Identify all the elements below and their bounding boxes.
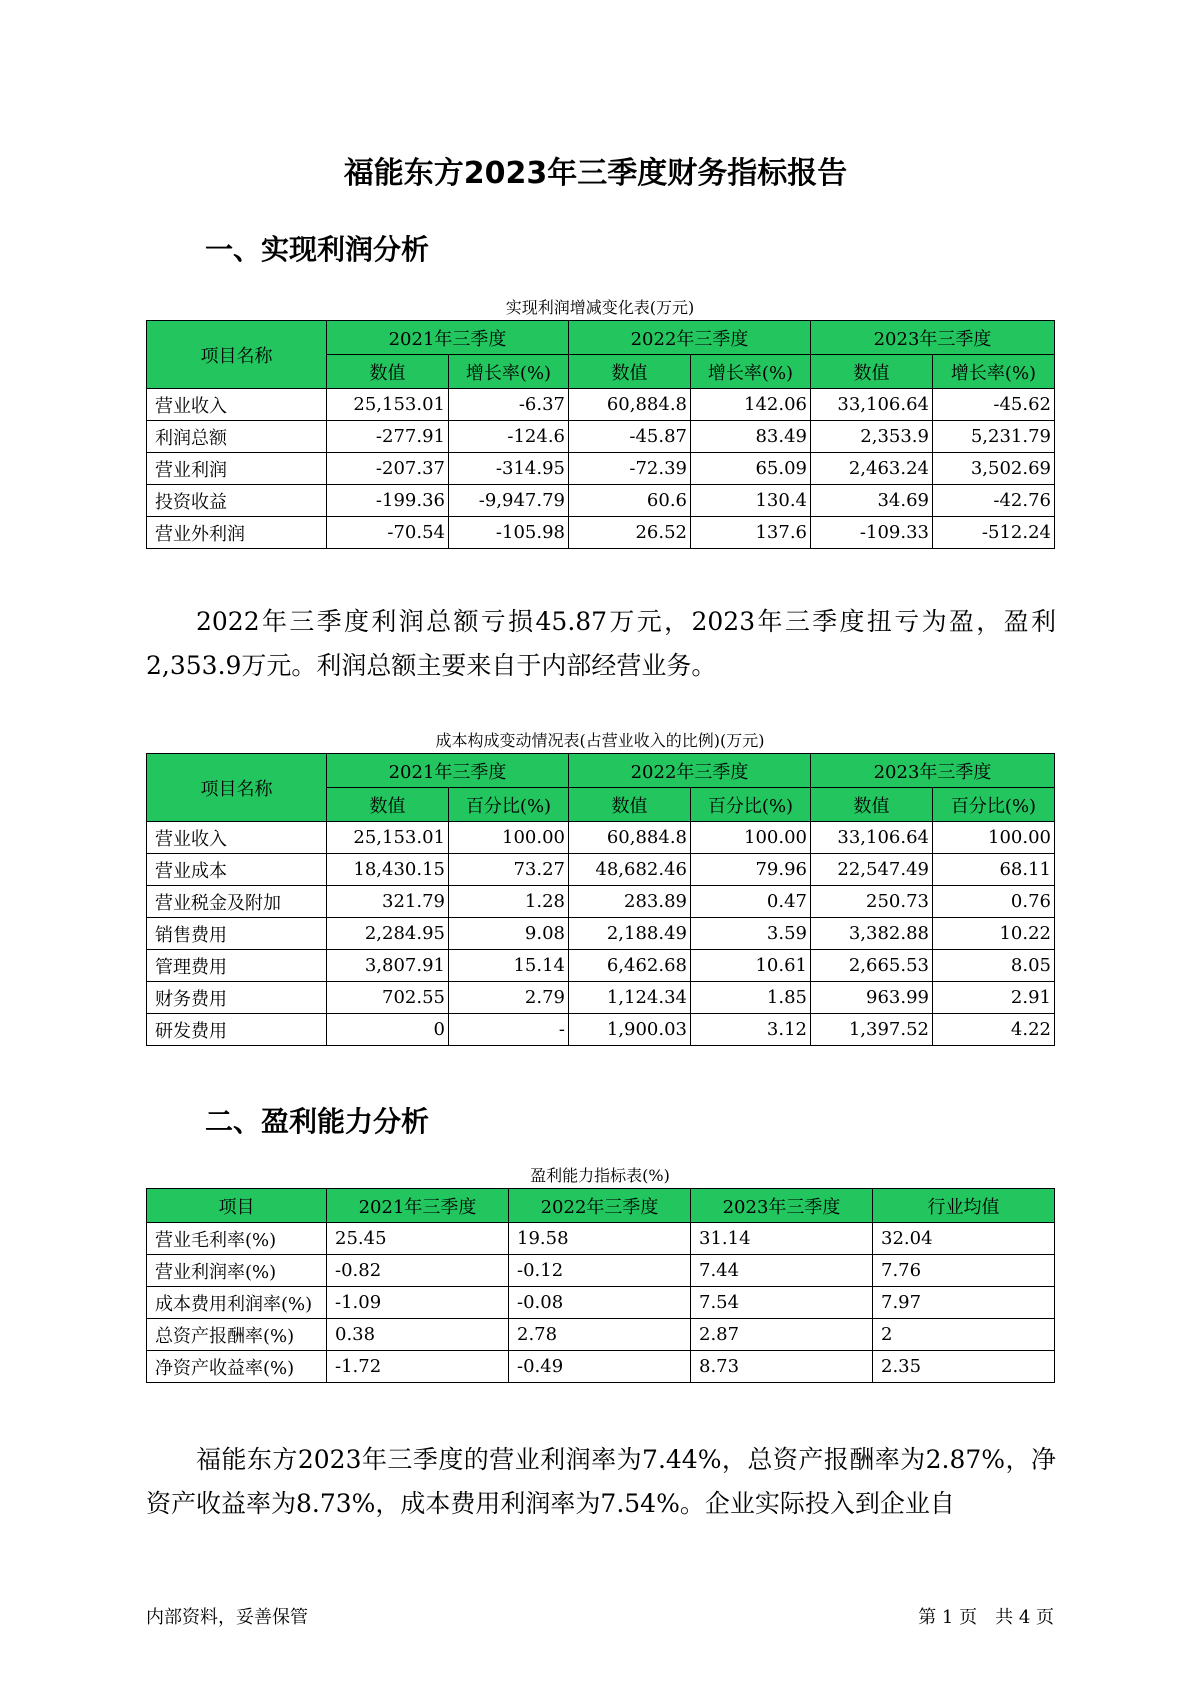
table-header-cell: 2022年三季度 bbox=[509, 1189, 691, 1223]
table-cell: -45.62 bbox=[933, 389, 1055, 421]
table-cell: 9.08 bbox=[449, 918, 569, 950]
table-cell: 2.35 bbox=[873, 1351, 1055, 1383]
table-cell: -9,947.79 bbox=[449, 485, 569, 517]
table-cell: 7.97 bbox=[873, 1287, 1055, 1319]
table-cell: 营业利润 bbox=[147, 453, 327, 485]
cost-structure-table bbox=[146, 753, 1055, 1046]
table-cell: -1.09 bbox=[327, 1287, 509, 1319]
table-cell: 2,188.49 bbox=[569, 918, 691, 950]
table-header-cell: 增长率(%) bbox=[933, 355, 1055, 389]
table-cell: 2.78 bbox=[509, 1319, 691, 1351]
table-header-cell: 2021年三季度 bbox=[327, 754, 569, 788]
table-cell: 79.96 bbox=[691, 854, 811, 886]
table-cell: -45.87 bbox=[569, 421, 691, 453]
table-cell: 2.91 bbox=[933, 982, 1055, 1014]
table3-caption: 盈利能力指标表(%) bbox=[530, 1166, 670, 1185]
table-cell: 营业成本 bbox=[147, 854, 327, 886]
footer-confidential: 内部资料，妥善保管 bbox=[146, 1607, 308, 1628]
table-header-cell: 2022年三季度 bbox=[569, 754, 811, 788]
table-cell: -0.12 bbox=[509, 1255, 691, 1287]
table-cell: 3,807.91 bbox=[327, 950, 449, 982]
table-cell: 2,284.95 bbox=[327, 918, 449, 950]
table-header-cell: 2022年三季度 bbox=[569, 321, 811, 355]
table-header-cell: 百分比(%) bbox=[933, 788, 1055, 822]
table2-caption: 成本构成变动情况表(占营业收入的比例)(万元) bbox=[435, 731, 765, 750]
table-cell: 83.49 bbox=[691, 421, 811, 453]
table-cell: 48,682.46 bbox=[569, 854, 691, 886]
table-cell: 营业收入 bbox=[147, 822, 327, 854]
table-cell: 33,106.64 bbox=[811, 822, 933, 854]
table-cell: 73.27 bbox=[449, 854, 569, 886]
table-cell: 3,382.88 bbox=[811, 918, 933, 950]
table-header-cell: 项目 bbox=[147, 1189, 327, 1223]
table-cell: 60,884.8 bbox=[569, 822, 691, 854]
table-cell: 3.59 bbox=[691, 918, 811, 950]
table-header-cell: 百分比(%) bbox=[449, 788, 569, 822]
table-cell: - bbox=[449, 1014, 569, 1046]
table-row bbox=[147, 421, 1055, 453]
table-cell: 18,430.15 bbox=[327, 854, 449, 886]
table-row bbox=[147, 1255, 1055, 1287]
table-header-cell: 项目名称 bbox=[147, 321, 327, 389]
table-cell: 34.69 bbox=[811, 485, 933, 517]
footer-page-number: 第 1 页 共 4 页 bbox=[918, 1607, 1054, 1628]
table-header-cell: 2021年三季度 bbox=[327, 321, 569, 355]
table-row bbox=[147, 1014, 1055, 1046]
table-header-cell: 2023年三季度 bbox=[811, 754, 1055, 788]
table-header-cell: 2021年三季度 bbox=[327, 1189, 509, 1223]
table-cell: 1,397.52 bbox=[811, 1014, 933, 1046]
table-cell: 19.58 bbox=[509, 1223, 691, 1255]
table-row bbox=[147, 918, 1055, 950]
table-header-cell: 百分比(%) bbox=[691, 788, 811, 822]
table-cell: 250.73 bbox=[811, 886, 933, 918]
document-title: 福能东方2023年三季度财务指标报告 bbox=[343, 156, 848, 191]
table-cell: -277.91 bbox=[327, 421, 449, 453]
table-cell: -105.98 bbox=[449, 517, 569, 549]
table-cell: 8.05 bbox=[933, 950, 1055, 982]
table-row bbox=[147, 389, 1055, 421]
table-cell: 65.09 bbox=[691, 453, 811, 485]
table-cell: -1.72 bbox=[327, 1351, 509, 1383]
table-cell: -0.08 bbox=[509, 1287, 691, 1319]
table-row bbox=[147, 517, 1055, 549]
table-header-cell: 数值 bbox=[811, 788, 933, 822]
table-cell: -199.36 bbox=[327, 485, 449, 517]
table-cell: 2.79 bbox=[449, 982, 569, 1014]
table-header-cell: 数值 bbox=[327, 355, 449, 389]
table-cell: 1.85 bbox=[691, 982, 811, 1014]
table-header-cell: 数值 bbox=[569, 788, 691, 822]
table-cell: 702.55 bbox=[327, 982, 449, 1014]
table-cell: 5,231.79 bbox=[933, 421, 1055, 453]
table-header-cell: 行业均值 bbox=[873, 1189, 1055, 1223]
table-cell: 1.28 bbox=[449, 886, 569, 918]
table-cell: 营业外利润 bbox=[147, 517, 327, 549]
table-cell: 137.6 bbox=[691, 517, 811, 549]
table-row bbox=[147, 886, 1055, 918]
table-cell: 管理费用 bbox=[147, 950, 327, 982]
table-cell: -72.39 bbox=[569, 453, 691, 485]
table-cell: 100.00 bbox=[933, 822, 1055, 854]
table-cell: 0.38 bbox=[327, 1319, 509, 1351]
table-cell: 100.00 bbox=[449, 822, 569, 854]
table-row bbox=[147, 1287, 1055, 1319]
table-cell: 3.12 bbox=[691, 1014, 811, 1046]
table-row bbox=[147, 1223, 1055, 1255]
table-cell: 营业毛利率(%) bbox=[147, 1223, 327, 1255]
table-row bbox=[147, 854, 1055, 886]
table-cell: -512.24 bbox=[933, 517, 1055, 549]
table-cell: 2.87 bbox=[691, 1319, 873, 1351]
table-cell: 研发费用 bbox=[147, 1014, 327, 1046]
table-cell: 26.52 bbox=[569, 517, 691, 549]
table-cell: 总资产报酬率(%) bbox=[147, 1319, 327, 1351]
table-cell: -109.33 bbox=[811, 517, 933, 549]
table-cell: 0.76 bbox=[933, 886, 1055, 918]
table-cell: 33,106.64 bbox=[811, 389, 933, 421]
table-cell: -0.82 bbox=[327, 1255, 509, 1287]
table-cell: 营业税金及附加 bbox=[147, 886, 327, 918]
table-cell: 60,884.8 bbox=[569, 389, 691, 421]
table-row bbox=[147, 453, 1055, 485]
table-cell: 10.22 bbox=[933, 918, 1055, 950]
table-cell: 4.22 bbox=[933, 1014, 1055, 1046]
table-header-cell: 项目名称 bbox=[147, 754, 327, 822]
table-cell: 0 bbox=[327, 1014, 449, 1046]
table-cell: 销售费用 bbox=[147, 918, 327, 950]
table-cell: 净资产收益率(%) bbox=[147, 1351, 327, 1383]
table-cell: 22,547.49 bbox=[811, 854, 933, 886]
table-cell: -42.76 bbox=[933, 485, 1055, 517]
table-cell: 7.44 bbox=[691, 1255, 873, 1287]
table-cell: -314.95 bbox=[449, 453, 569, 485]
table-header-cell: 2023年三季度 bbox=[691, 1189, 873, 1223]
table-cell: 2,353.9 bbox=[811, 421, 933, 453]
table-row bbox=[147, 982, 1055, 1014]
table-cell: 130.4 bbox=[691, 485, 811, 517]
table-cell: 68.11 bbox=[933, 854, 1055, 886]
table-cell: 2,665.53 bbox=[811, 950, 933, 982]
table-cell: 3,502.69 bbox=[933, 453, 1055, 485]
table-cell: 6,462.68 bbox=[569, 950, 691, 982]
table-cell: 7.76 bbox=[873, 1255, 1055, 1287]
table-cell: 成本费用利润率(%) bbox=[147, 1287, 327, 1319]
table-header-cell: 增长率(%) bbox=[449, 355, 569, 389]
table-cell: 0.47 bbox=[691, 886, 811, 918]
table-header-cell: 2023年三季度 bbox=[811, 321, 1055, 355]
table-cell: 25.45 bbox=[327, 1223, 509, 1255]
table-row bbox=[147, 1351, 1055, 1383]
table1-caption: 实现利润增减变化表(万元) bbox=[505, 298, 695, 317]
table-cell: -207.37 bbox=[327, 453, 449, 485]
table-cell: 283.89 bbox=[569, 886, 691, 918]
table-cell: 8.73 bbox=[691, 1351, 873, 1383]
table-cell: 15.14 bbox=[449, 950, 569, 982]
table-cell: 100.00 bbox=[691, 822, 811, 854]
profit-change-table bbox=[146, 320, 1055, 549]
table-row bbox=[147, 950, 1055, 982]
table-cell: 32.04 bbox=[873, 1223, 1055, 1255]
table-cell: 营业利润率(%) bbox=[147, 1255, 327, 1287]
table-cell: -0.49 bbox=[509, 1351, 691, 1383]
table-cell: 2,463.24 bbox=[811, 453, 933, 485]
table-row bbox=[147, 1319, 1055, 1351]
table-cell: 25,153.01 bbox=[327, 822, 449, 854]
profit-paragraph: 2022年三季度利润总额亏损45.87万元，2023年三季度扭亏为盈，盈利2,353.9万元。利润总额主要来自于内部经营业务。 bbox=[146, 607, 1056, 680]
profitability-table bbox=[146, 1188, 1055, 1383]
table-header-cell: 数值 bbox=[327, 788, 449, 822]
table-cell: -6.37 bbox=[449, 389, 569, 421]
table-cell: 25,153.01 bbox=[327, 389, 449, 421]
table-header-cell: 数值 bbox=[569, 355, 691, 389]
table-cell: 7.54 bbox=[691, 1287, 873, 1319]
table-cell: 60.6 bbox=[569, 485, 691, 517]
table-cell: 营业收入 bbox=[147, 389, 327, 421]
table-cell: 142.06 bbox=[691, 389, 811, 421]
table-cell: 2 bbox=[873, 1319, 1055, 1351]
table-cell: 投资收益 bbox=[147, 485, 327, 517]
table-cell: 321.79 bbox=[327, 886, 449, 918]
table-cell: 利润总额 bbox=[147, 421, 327, 453]
table-row bbox=[147, 822, 1055, 854]
table-header-cell: 数值 bbox=[811, 355, 933, 389]
table-cell: 10.61 bbox=[691, 950, 811, 982]
table-row bbox=[147, 485, 1055, 517]
table-cell: 963.99 bbox=[811, 982, 933, 1014]
profitability-paragraph: 福能东方2023年三季度的营业利润率为7.44%，总资产报酬率为2.87%，净资产收益率为8.73%，成本费用利润率为7.54%。企业实际投入到企业自 bbox=[146, 1445, 1056, 1518]
table-cell: -70.54 bbox=[327, 517, 449, 549]
table-cell: 1,124.34 bbox=[569, 982, 691, 1014]
table-cell: 31.14 bbox=[691, 1223, 873, 1255]
section-heading-profitability: 二、盈利能力分析 bbox=[205, 1105, 430, 1138]
section-heading-profit: 一、实现利润分析 bbox=[205, 233, 430, 266]
table-cell: 财务费用 bbox=[147, 982, 327, 1014]
table-header-cell: 增长率(%) bbox=[691, 355, 811, 389]
table-cell: -124.6 bbox=[449, 421, 569, 453]
table-cell: 1,900.03 bbox=[569, 1014, 691, 1046]
